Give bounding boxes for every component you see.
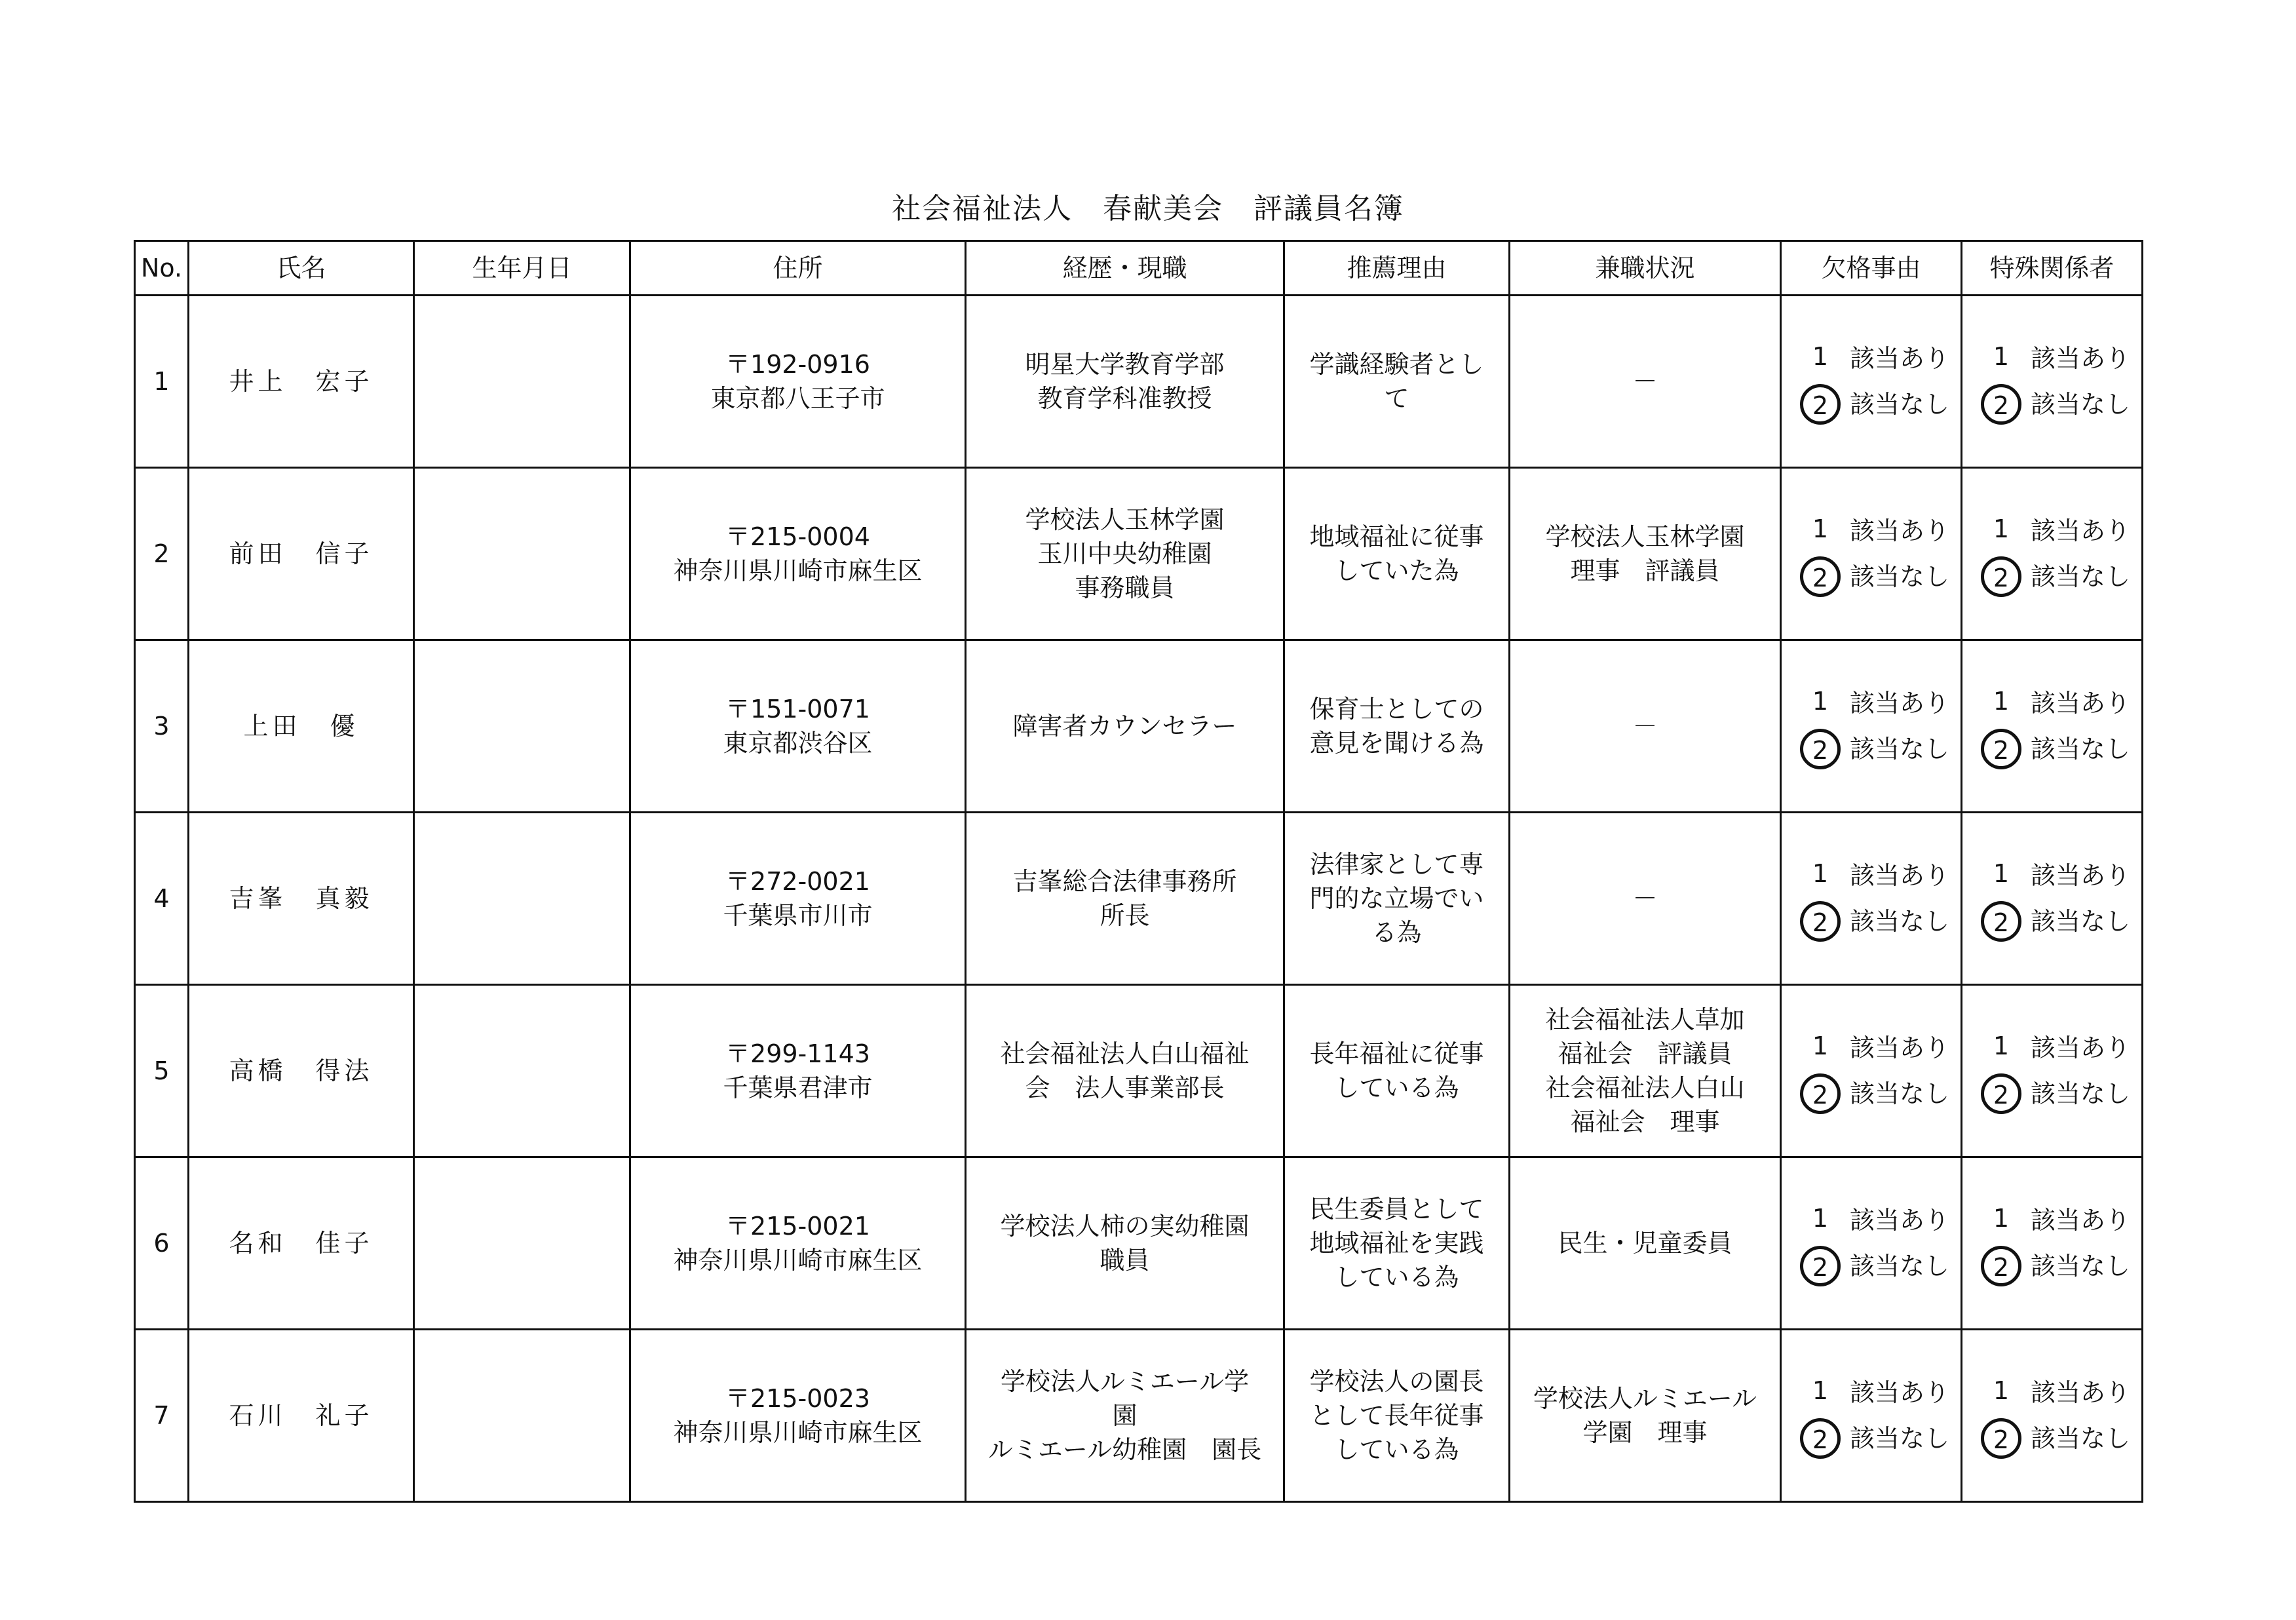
option-no	[1800, 729, 1949, 769]
disqualification-cell	[1781, 813, 1962, 985]
concurrent-line: 学校法人ルミエール	[1533, 1384, 1757, 1413]
option-number: 2	[1800, 901, 1841, 942]
header-birthdate: 生年月日	[414, 241, 630, 296]
member-name: 井上 宏子	[189, 296, 414, 468]
table-row	[135, 1330, 2143, 1502]
row-number: 5	[135, 985, 189, 1157]
option-yes	[1800, 338, 1949, 379]
disqualification-cell	[1781, 640, 1962, 813]
disqualification-cell	[1781, 985, 1962, 1157]
address: 神奈川県川崎市麻生区	[673, 1418, 923, 1447]
option-label: 該当あり	[1850, 516, 1950, 545]
option-yes	[1800, 1028, 1949, 1068]
career-cell	[966, 813, 1284, 985]
career-line: 職員	[1100, 1246, 1150, 1275]
choice-group	[1786, 1372, 1957, 1459]
row-number: 2	[135, 468, 189, 640]
option-yes	[1981, 1200, 2130, 1241]
address: 東京都八王子市	[710, 384, 885, 413]
option-number: 1	[1993, 342, 2010, 371]
choice-group	[1786, 683, 1957, 769]
birthdate	[414, 1157, 630, 1330]
option-label: 該当なし	[2031, 1079, 2131, 1108]
option-number: 1	[1993, 514, 2010, 543]
choice-group	[1786, 1200, 1957, 1286]
career-cell	[966, 1330, 1284, 1502]
option-yes	[1800, 1200, 1949, 1241]
concurrent-line: 社会福祉法人白山	[1545, 1073, 1745, 1102]
header-career: 経歴・現職	[966, 241, 1284, 296]
concurrent-line: 社会福祉法人草加	[1545, 1005, 1745, 1034]
option-yes	[1981, 511, 2130, 551]
header-address: 住所	[630, 241, 966, 296]
concurrent-line: 福祉会 理事	[1570, 1108, 1720, 1136]
option-label: 該当あり	[2031, 516, 2131, 545]
reason-cell	[1284, 1330, 1510, 1502]
career-line: ルミエール幼稚園 園長	[987, 1435, 1262, 1464]
reason-cell	[1284, 296, 1510, 468]
address-cell	[630, 813, 966, 985]
option-yes	[1981, 338, 2130, 379]
option-yes	[1800, 511, 1949, 551]
disqualification-cell	[1781, 1330, 1962, 1502]
option-yes	[1981, 1028, 2130, 1068]
career-line: 学校法人玉林学園	[1025, 505, 1225, 534]
option-number: 1	[1812, 687, 1829, 716]
roster-table	[134, 240, 2143, 1503]
reason-line: 学校法人の園長	[1309, 1367, 1484, 1396]
concurrent-line: 理事 評議員	[1570, 556, 1720, 585]
concurrent-cell	[1510, 813, 1781, 985]
address: 神奈川県川崎市麻生区	[673, 556, 923, 585]
table-row	[135, 640, 2143, 813]
option-label: 該当あり	[1850, 1033, 1950, 1062]
option-label: 該当あり	[2031, 1206, 2131, 1235]
option-number: 1	[1993, 1204, 2010, 1233]
option-number: 2	[1981, 1073, 2021, 1114]
member-name: 石川 礼子	[189, 1330, 414, 1502]
row-number: 7	[135, 1330, 189, 1502]
reason-line: 地域福祉に従事	[1309, 522, 1484, 551]
career-cell	[966, 985, 1284, 1157]
option-no	[1981, 901, 2130, 942]
postal-code: 〒299-1143	[725, 1039, 870, 1068]
option-label: 該当なし	[2031, 907, 2131, 936]
special-relation-cell	[1962, 813, 2143, 985]
option-label: 該当なし	[2031, 562, 2131, 591]
reason-line: として長年従事	[1309, 1401, 1484, 1430]
option-number: 2	[1981, 384, 2021, 425]
choice-group	[1966, 511, 2137, 597]
reason-cell	[1284, 468, 1510, 640]
concurrent-line: 福祉会 評議員	[1558, 1039, 1732, 1068]
special-relation-cell	[1962, 1330, 2143, 1502]
address: 神奈川県川崎市麻生区	[673, 1246, 923, 1275]
address-cell	[630, 985, 966, 1157]
option-label: 該当なし	[1850, 562, 1950, 591]
birthdate	[414, 985, 630, 1157]
table-row	[135, 1157, 2143, 1330]
choice-group	[1786, 338, 1957, 425]
reason-cell	[1284, 813, 1510, 985]
reason-line: 保育士としての	[1309, 695, 1484, 723]
option-no	[1981, 729, 2130, 769]
concurrent-line: 民生・児童委員	[1558, 1229, 1732, 1258]
option-yes	[1981, 855, 2130, 896]
option-label: 該当なし	[1850, 1252, 1950, 1281]
concurrent-cell	[1510, 296, 1781, 468]
choice-group	[1786, 855, 1957, 942]
table-row	[135, 296, 2143, 468]
header-reason: 推薦理由	[1284, 241, 1510, 296]
option-label: 該当あり	[1850, 689, 1950, 718]
postal-code: 〒272-0021	[725, 867, 870, 896]
option-number: 1	[1993, 687, 2010, 716]
member-name: 吉峯 真毅	[189, 813, 414, 985]
address-cell	[630, 640, 966, 813]
birthdate	[414, 296, 630, 468]
disqualification-cell	[1781, 468, 1962, 640]
option-label: 該当あり	[1850, 1206, 1950, 1235]
reason-cell	[1284, 640, 1510, 813]
header-no: No.	[135, 241, 189, 296]
option-number: 1	[1812, 1032, 1829, 1060]
choice-group	[1786, 1028, 1957, 1114]
career-line: 会 法人事業部長	[1025, 1073, 1225, 1102]
option-label: 該当あり	[2031, 689, 2131, 718]
career-cell	[966, 296, 1284, 468]
option-number: 2	[1981, 901, 2021, 942]
disqualification-cell	[1781, 1157, 1962, 1330]
option-label: 該当なし	[1850, 1424, 1950, 1453]
header-concurrent: 兼職状況	[1510, 241, 1781, 296]
career-line: 明星大学教育学部	[1025, 350, 1225, 379]
reason-line: 門的な立場でい	[1309, 884, 1484, 913]
reason-cell	[1284, 1157, 1510, 1330]
postal-code: 〒215-0004	[725, 522, 870, 551]
reason-line: て	[1384, 384, 1409, 413]
option-yes	[1981, 683, 2130, 723]
address: 東京都渋谷区	[723, 729, 873, 758]
option-number: 1	[1993, 1032, 2010, 1060]
option-number: 1	[1812, 1204, 1829, 1233]
option-label: 該当なし	[2031, 1252, 2131, 1281]
career-line: 吉峯総合法律事務所	[1012, 867, 1237, 896]
choice-group	[1966, 855, 2137, 942]
concurrent-line: －	[1632, 712, 1658, 741]
option-label: 該当なし	[1850, 390, 1950, 419]
row-number: 6	[135, 1157, 189, 1330]
birthdate	[414, 1330, 630, 1502]
choice-group	[1966, 1028, 2137, 1114]
row-number: 3	[135, 640, 189, 813]
option-no	[1800, 556, 1949, 597]
header-name: 氏名	[189, 241, 414, 296]
option-label: 該当あり	[1850, 344, 1950, 373]
birthdate	[414, 813, 630, 985]
choice-group	[1786, 511, 1957, 597]
option-yes	[1800, 855, 1949, 896]
concurrent-cell	[1510, 1157, 1781, 1330]
option-no	[1800, 1418, 1949, 1459]
address-cell	[630, 1330, 966, 1502]
birthdate	[414, 468, 630, 640]
address-cell	[630, 296, 966, 468]
career-line: 教育学科准教授	[1037, 384, 1212, 413]
concurrent-line: －	[1632, 367, 1658, 396]
reason-line: している為	[1334, 1263, 1459, 1292]
header-row	[135, 241, 2143, 296]
choice-group	[1966, 338, 2137, 425]
option-yes	[1800, 1372, 1949, 1413]
option-number: 1	[1993, 859, 2010, 888]
option-number: 2	[1981, 729, 2021, 769]
concurrent-cell	[1510, 468, 1781, 640]
concurrent-cell	[1510, 640, 1781, 813]
choice-group	[1966, 1372, 2137, 1459]
member-name: 高橋 得法	[189, 985, 414, 1157]
page-title: 社会福祉法人 春献美会 評議員名簿	[892, 192, 1404, 225]
member-name: 名和 佳子	[189, 1157, 414, 1330]
reason-line: 学識経験者とし	[1309, 350, 1484, 379]
option-no	[1800, 384, 1949, 425]
special-relation-cell	[1962, 640, 2143, 813]
option-no	[1981, 1418, 2130, 1459]
birthdate	[414, 640, 630, 813]
postal-code: 〒151-0071	[725, 695, 870, 723]
option-no	[1981, 1073, 2130, 1114]
member-name: 前田 信子	[189, 468, 414, 640]
option-yes	[1981, 1372, 2130, 1413]
option-number: 2	[1981, 556, 2021, 597]
reason-line: 地域福祉を実践	[1309, 1229, 1484, 1258]
header-special-relation: 特殊関係者	[1962, 241, 2143, 296]
option-number: 1	[1812, 514, 1829, 543]
option-number: 2	[1800, 556, 1841, 597]
option-label: 該当なし	[2031, 735, 2131, 763]
row-number: 1	[135, 296, 189, 468]
option-number: 2	[1800, 1073, 1841, 1114]
header-disqualification: 欠格事由	[1781, 241, 1962, 296]
address-cell	[630, 1157, 966, 1330]
special-relation-cell	[1962, 985, 2143, 1157]
career-line: 事務職員	[1075, 573, 1175, 602]
option-no	[1981, 1246, 2130, 1286]
choice-group	[1966, 1200, 2137, 1286]
option-label: 該当なし	[2031, 1424, 2131, 1453]
career-line: 所長	[1100, 901, 1150, 930]
choice-group	[1966, 683, 2137, 769]
reason-line: 法律家として専	[1309, 850, 1484, 879]
option-label: 該当あり	[2031, 1033, 2131, 1062]
table-row	[135, 468, 2143, 640]
option-number: 2	[1981, 1418, 2021, 1459]
postal-code: 〒215-0021	[725, 1212, 870, 1241]
option-no	[1800, 1246, 1949, 1286]
concurrent-cell	[1510, 1330, 1781, 1502]
option-number: 2	[1800, 1418, 1841, 1459]
option-number: 2	[1800, 384, 1841, 425]
option-yes	[1800, 683, 1949, 723]
reason-cell	[1284, 985, 1510, 1157]
address: 千葉県君津市	[723, 1073, 873, 1102]
option-number: 2	[1800, 729, 1841, 769]
table-row	[135, 985, 2143, 1157]
option-label: 該当あり	[1850, 1378, 1950, 1407]
table-row	[135, 813, 2143, 985]
option-number: 1	[1812, 1376, 1829, 1405]
option-number: 1	[1812, 859, 1829, 888]
option-number: 2	[1800, 1246, 1841, 1286]
member-name: 上田 優	[189, 640, 414, 813]
address: 千葉県市川市	[723, 901, 873, 930]
special-relation-cell	[1962, 468, 2143, 640]
career-cell	[966, 1157, 1284, 1330]
concurrent-cell	[1510, 985, 1781, 1157]
option-number: 2	[1981, 1246, 2021, 1286]
concurrent-line: 学園 理事	[1582, 1418, 1708, 1447]
reason-line: していた為	[1334, 556, 1459, 585]
career-line: 社会福祉法人白山福祉	[1000, 1039, 1250, 1068]
reason-line: 意見を聞ける為	[1309, 729, 1484, 758]
special-relation-cell	[1962, 1157, 2143, 1330]
option-label: 該当あり	[2031, 861, 2131, 890]
option-label: 該当あり	[2031, 344, 2131, 373]
reason-line: る為	[1371, 918, 1422, 947]
option-label: 該当あり	[2031, 1378, 2131, 1407]
career-line: 園	[1112, 1401, 1138, 1430]
option-no	[1800, 1073, 1949, 1114]
option-number: 1	[1812, 342, 1829, 371]
postal-code: 〒192-0916	[725, 350, 870, 379]
option-label: 該当なし	[2031, 390, 2131, 419]
career-line: 学校法人柿の実幼稚園	[1000, 1212, 1250, 1241]
concurrent-line: －	[1632, 884, 1658, 913]
postal-code: 〒215-0023	[725, 1384, 870, 1413]
option-no	[1981, 384, 2130, 425]
concurrent-line: 学校法人玉林学園	[1545, 522, 1745, 551]
career-line: 学校法人ルミエール学	[1000, 1367, 1250, 1396]
reason-line: している為	[1334, 1435, 1459, 1464]
option-no	[1800, 901, 1949, 942]
special-relation-cell	[1962, 296, 2143, 468]
career-line: 障害者カウンセラー	[1012, 712, 1237, 741]
option-label: 該当なし	[1850, 735, 1950, 763]
disqualification-cell	[1781, 296, 1962, 468]
option-label: 該当あり	[1850, 861, 1950, 890]
option-label: 該当なし	[1850, 907, 1950, 936]
reason-line: 民生委員として	[1309, 1195, 1484, 1224]
reason-line: している為	[1334, 1073, 1459, 1102]
career-line: 玉川中央幼稚園	[1037, 539, 1212, 568]
address-cell	[630, 468, 966, 640]
option-no	[1981, 556, 2130, 597]
career-cell	[966, 468, 1284, 640]
option-label: 該当なし	[1850, 1079, 1950, 1108]
reason-line: 長年福祉に従事	[1309, 1039, 1484, 1068]
row-number: 4	[135, 813, 189, 985]
career-cell	[966, 640, 1284, 813]
option-number: 1	[1993, 1376, 2010, 1405]
